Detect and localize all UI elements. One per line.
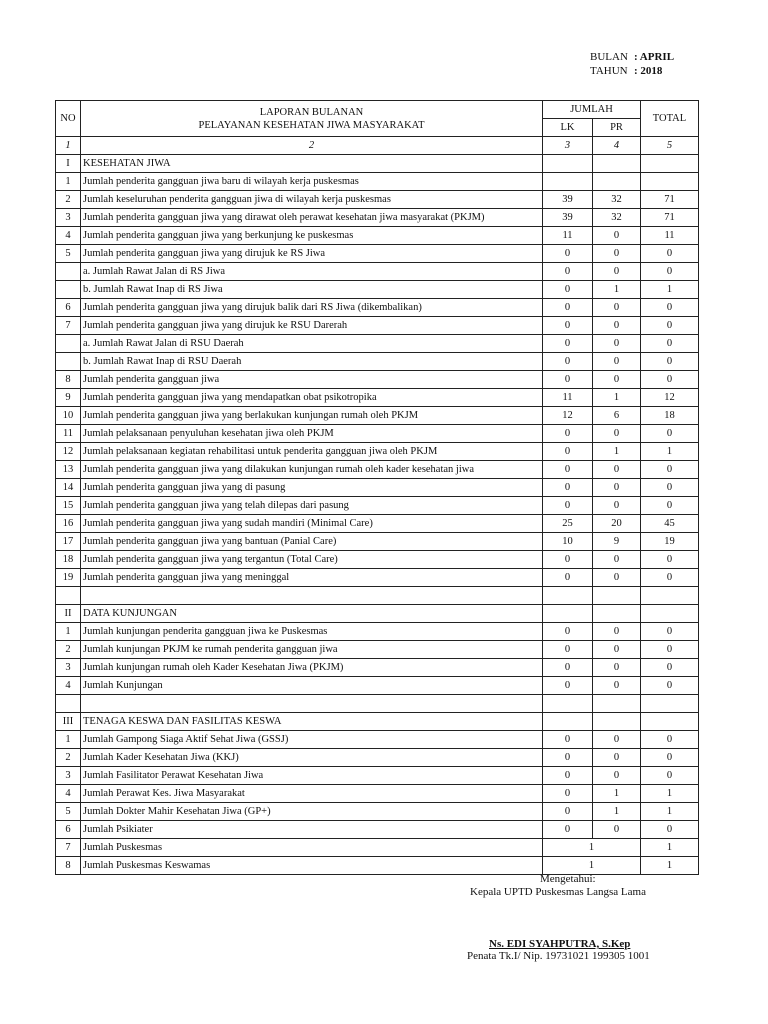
row-number: 1 [56,173,81,191]
row-description: Jumlah Psikiater [81,821,543,839]
row-number: 18 [56,551,81,569]
row-number [56,281,81,299]
row-lk: 0 [543,569,593,587]
row-total: 0 [641,767,699,785]
row-pr: 32 [593,209,641,227]
row-pr: 0 [593,677,641,695]
row-total: 18 [641,407,699,425]
row-pr: 0 [593,317,641,335]
row-number: 1 [56,731,81,749]
header-jumlah: JUMLAH [543,101,641,119]
row-description: Jumlah penderita gangguan jiwa yang berlakukan kunjungan rumah oleh PKJM [81,407,543,425]
table-row [56,443,699,461]
row-total: 45 [641,515,699,533]
row-pr: 0 [593,371,641,389]
row-number [56,587,81,605]
row-total: 0 [641,623,699,641]
row-description: Jumlah kunjungan PKJM ke rumah penderita gangguan jiwa [81,641,543,659]
row-total: 1 [641,803,699,821]
row-number: I [56,155,81,173]
row-pr: 9 [593,533,641,551]
column-index-2: 2 [81,137,543,155]
row-total: 0 [641,245,699,263]
table-row [56,173,699,191]
row-pr: 0 [593,227,641,245]
row-lk: 0 [543,425,593,443]
row-pr: 1 [593,785,641,803]
row-description [81,587,543,605]
row-lk: 0 [543,479,593,497]
row-description [81,695,543,713]
row-number: 4 [56,785,81,803]
table-row [56,335,699,353]
row-total: 1 [641,281,699,299]
table-row [56,551,699,569]
row-description: Jumlah penderita gangguan jiwa yang dirawat oleh perawat kesehatan jiwa masyarakat (PKJM) [81,209,543,227]
row-number: 17 [56,533,81,551]
row-description: Jumlah penderita gangguan jiwa baru di wilayah kerja puskesmas [81,173,543,191]
table-row [56,533,699,551]
table-row [56,425,699,443]
header-title [81,101,543,137]
row-total [641,587,699,605]
row-total [641,155,699,173]
row-description: Jumlah penderita gangguan jiwa yang telah dilepas dari pasung [81,497,543,515]
row-lk: 11 [543,389,593,407]
row-lk: 0 [543,551,593,569]
table-row [56,191,699,209]
table-row [56,587,699,605]
row-description: Jumlah Puskesmas Keswamas [81,857,543,875]
month-label: BULAN [590,51,628,63]
row-description: Jumlah Dokter Mahir Kesehatan Jiwa (GP+) [81,803,543,821]
table-row [56,569,699,587]
row-total: 0 [641,731,699,749]
row-total: 0 [641,299,699,317]
row-total: 12 [641,389,699,407]
signer-name: Ns. EDI SYAHPUTRA, S.Kep [489,938,631,950]
row-description: Jumlah Puskesmas [81,839,543,857]
table-row [56,209,699,227]
table-row [56,767,699,785]
row-lk: 0 [543,785,593,803]
row-lk: 39 [543,209,593,227]
table-row [56,263,699,281]
row-description: Jumlah kunjungan penderita gangguan jiwa ke Puskesmas [81,623,543,641]
table-row [56,839,699,857]
row-description: Jumlah penderita gangguan jiwa yang dirujuk balik dari RS Jiwa (dikembalikan) [81,299,543,317]
row-description: Jumlah Perawat Kes. Jiwa Masyarakat [81,785,543,803]
row-total: 0 [641,659,699,677]
row-pr: 0 [593,335,641,353]
table-row [56,155,699,173]
row-description: a. Jumlah Rawat Jalan di RS Jiwa [81,263,543,281]
table-row [56,245,699,263]
row-lk: 0 [543,353,593,371]
header-pr: PR [593,119,641,137]
row-total: 0 [641,335,699,353]
column-index-5: 5 [641,137,699,155]
row-number: 5 [56,803,81,821]
row-number: 9 [56,389,81,407]
header-lk: LK [543,119,593,137]
row-lk: 0 [543,677,593,695]
row-number: 16 [56,515,81,533]
row-total [641,605,699,623]
row-description: Jumlah penderita gangguan jiwa yang dirujuk ke RSU Darerah [81,317,543,335]
row-description: TENAGA KESWA DAN FASILITAS KESWA [81,713,543,731]
row-number: 10 [56,407,81,425]
row-number: 8 [56,857,81,875]
row-total: 0 [641,497,699,515]
row-number [56,353,81,371]
row-total: 0 [641,461,699,479]
row-total: 0 [641,641,699,659]
table-row [56,821,699,839]
row-number: 4 [56,227,81,245]
table-row [56,461,699,479]
row-total: 1 [641,839,699,857]
header-title-line1: LAPORAN BULANAN [259,106,364,118]
row-total: 71 [641,209,699,227]
header-no: NO [56,101,81,137]
row-total [641,173,699,191]
row-number: 6 [56,299,81,317]
signer-rank-nip: Penata Tk.I/ Nip. 19731021 199305 1001 [467,950,650,962]
row-pr: 32 [593,191,641,209]
row-total: 0 [641,263,699,281]
row-number: 5 [56,245,81,263]
row-number: 15 [56,497,81,515]
row-total [641,713,699,731]
row-number: 2 [56,749,81,767]
row-total: 0 [641,479,699,497]
row-number [56,335,81,353]
table-row [56,641,699,659]
row-description: Jumlah kunjungan rumah oleh Kader Kesehatan Jiwa (PKJM) [81,659,543,677]
table-row [56,695,699,713]
table-row [56,803,699,821]
row-pr [593,713,641,731]
row-lk: 0 [543,641,593,659]
row-lk: 0 [543,749,593,767]
row-description: a. Jumlah Rawat Jalan di RSU Daerah [81,335,543,353]
row-description: DATA KUNJUNGAN [81,605,543,623]
table-row [56,353,699,371]
row-lk: 0 [543,731,593,749]
row-total: 0 [641,353,699,371]
row-number: II [56,605,81,623]
table-row [56,659,699,677]
table-row [56,317,699,335]
row-pr: 1 [593,803,641,821]
row-description: Jumlah penderita gangguan jiwa yang berkunjung ke puskesmas [81,227,543,245]
row-description: Jumlah penderita gangguan jiwa yang sudah mandiri (Minimal Care) [81,515,543,533]
row-total: 19 [641,533,699,551]
row-number: 6 [56,821,81,839]
row-lk [543,713,593,731]
row-pr: 0 [593,623,641,641]
row-pr: 0 [593,551,641,569]
row-description: Jumlah pelaksanaan kegiatan rehabilitasi untuk penderita gangguan jiwa oleh PKJM [81,443,543,461]
row-number: 2 [56,641,81,659]
header-total: TOTAL [641,101,699,137]
table-row [56,227,699,245]
row-lk: 0 [543,821,593,839]
row-total: 1 [641,785,699,803]
column-index-3: 3 [543,137,593,155]
header-title-line2: PELAYANAN KESEHATAN JIWA MASYARAKAT [198,119,425,131]
row-pr [593,155,641,173]
acknowledged-label: Mengetahui: [540,873,596,885]
row-number: 4 [56,677,81,695]
row-description: Jumlah penderita gangguan jiwa yang mendapatkan obat psikotropika [81,389,543,407]
row-number: 13 [56,461,81,479]
row-pr: 0 [593,821,641,839]
row-pr: 0 [593,245,641,263]
row-total: 0 [641,371,699,389]
row-total: 0 [641,551,699,569]
row-pr: 0 [593,425,641,443]
row-pr: 0 [593,299,641,317]
row-pr: 0 [593,353,641,371]
row-lk: 0 [543,803,593,821]
row-pr: 1 [593,389,641,407]
row-description: Jumlah Kader Kesehatan Jiwa (KKJ) [81,749,543,767]
row-number: 3 [56,209,81,227]
row-total: 0 [641,425,699,443]
row-description: Jumlah penderita gangguan jiwa yang dilakukan kunjungan rumah oleh kader kesehatan jiwa [81,461,543,479]
row-lk: 0 [543,443,593,461]
row-total: 1 [641,857,699,875]
row-number [56,695,81,713]
row-lk [543,587,593,605]
row-description: b. Jumlah Rawat Inap di RSU Daerah [81,353,543,371]
month-value: : APRIL [634,51,675,63]
row-number: 8 [56,371,81,389]
row-total: 0 [641,821,699,839]
row-jumlah-merged: 1 [543,857,641,875]
row-number: 7 [56,839,81,857]
table-row [56,479,699,497]
row-pr: 0 [593,569,641,587]
row-description: Jumlah penderita gangguan jiwa yang meninggal [81,569,543,587]
table-row [56,785,699,803]
row-description: Jumlah pelaksanaan penyuluhan kesehatan jiwa oleh PKJM [81,425,543,443]
row-lk: 12 [543,407,593,425]
year-value: : 2018 [634,65,663,77]
row-lk: 0 [543,461,593,479]
table-row [56,371,699,389]
row-total: 71 [641,191,699,209]
row-jumlah-merged: 1 [543,839,641,857]
row-lk: 0 [543,335,593,353]
signer-position: Kepala UPTD Puskesmas Langsa Lama [470,886,646,898]
row-lk: 0 [543,317,593,335]
table-row [56,497,699,515]
row-description: Jumlah penderita gangguan jiwa yang bantuan (Panial Care) [81,533,543,551]
report-body [56,155,699,875]
row-lk: 0 [543,623,593,641]
row-lk: 0 [543,245,593,263]
row-total: 0 [641,677,699,695]
table-row [56,605,699,623]
row-number: 12 [56,443,81,461]
row-description: Jumlah penderita gangguan jiwa yang di pasung [81,479,543,497]
row-pr: 0 [593,749,641,767]
row-pr [593,587,641,605]
row-description: KESEHATAN JIWA [81,155,543,173]
row-pr: 0 [593,263,641,281]
row-pr [593,173,641,191]
row-lk: 0 [543,263,593,281]
row-pr: 0 [593,659,641,677]
year-label: TAHUN [590,65,628,77]
row-number: 11 [56,425,81,443]
table-row [56,407,699,425]
row-number: 3 [56,659,81,677]
row-total: 0 [641,569,699,587]
row-lk [543,173,593,191]
row-lk: 39 [543,191,593,209]
row-description: Jumlah penderita gangguan jiwa yang dirujuk ke RS Jiwa [81,245,543,263]
row-total: 11 [641,227,699,245]
column-index-4: 4 [593,137,641,155]
row-pr: 0 [593,731,641,749]
table-row [56,281,699,299]
row-total: 1 [641,443,699,461]
row-description: Jumlah penderita gangguan jiwa yang tergantun (Total Care) [81,551,543,569]
row-number: 1 [56,623,81,641]
row-description: Jumlah Kunjungan [81,677,543,695]
row-description: Jumlah penderita gangguan jiwa [81,371,543,389]
row-total: 0 [641,749,699,767]
row-pr: 0 [593,461,641,479]
row-lk: 0 [543,281,593,299]
monthly-report-table [55,100,699,875]
table-row [56,857,699,875]
row-pr: 6 [593,407,641,425]
row-description: Jumlah Gampong Siaga Aktif Sehat Jiwa (GSSJ) [81,731,543,749]
report-period [590,50,674,78]
row-total: 0 [641,317,699,335]
row-pr [593,695,641,713]
column-index-1: 1 [56,137,81,155]
row-number: 3 [56,767,81,785]
row-lk: 11 [543,227,593,245]
row-number: 19 [56,569,81,587]
row-lk: 0 [543,497,593,515]
row-lk: 0 [543,371,593,389]
row-pr: 0 [593,641,641,659]
row-lk: 25 [543,515,593,533]
row-pr: 1 [593,281,641,299]
table-row [56,749,699,767]
row-pr: 0 [593,479,641,497]
table-row [56,389,699,407]
row-total [641,695,699,713]
table-row [56,299,699,317]
row-number: 14 [56,479,81,497]
row-pr: 1 [593,443,641,461]
row-number: 2 [56,191,81,209]
table-row [56,731,699,749]
table-row [56,677,699,695]
row-number: III [56,713,81,731]
table-row [56,713,699,731]
row-number: 7 [56,317,81,335]
row-lk [543,605,593,623]
row-pr: 0 [593,767,641,785]
row-lk [543,695,593,713]
row-description: Jumlah Fasilitator Perawat Kesehatan Jiwa [81,767,543,785]
row-pr: 20 [593,515,641,533]
table-row [56,515,699,533]
row-pr: 0 [593,497,641,515]
row-lk: 0 [543,767,593,785]
row-lk [543,155,593,173]
row-description: b. Jumlah Rawat Inap di RS Jiwa [81,281,543,299]
table-row [56,623,699,641]
row-lk: 0 [543,299,593,317]
row-lk: 10 [543,533,593,551]
row-number [56,263,81,281]
row-lk: 0 [543,659,593,677]
row-description: Jumlah keseluruhan penderita gangguan jiwa di wilayah kerja puskesmas [81,191,543,209]
row-pr [593,605,641,623]
